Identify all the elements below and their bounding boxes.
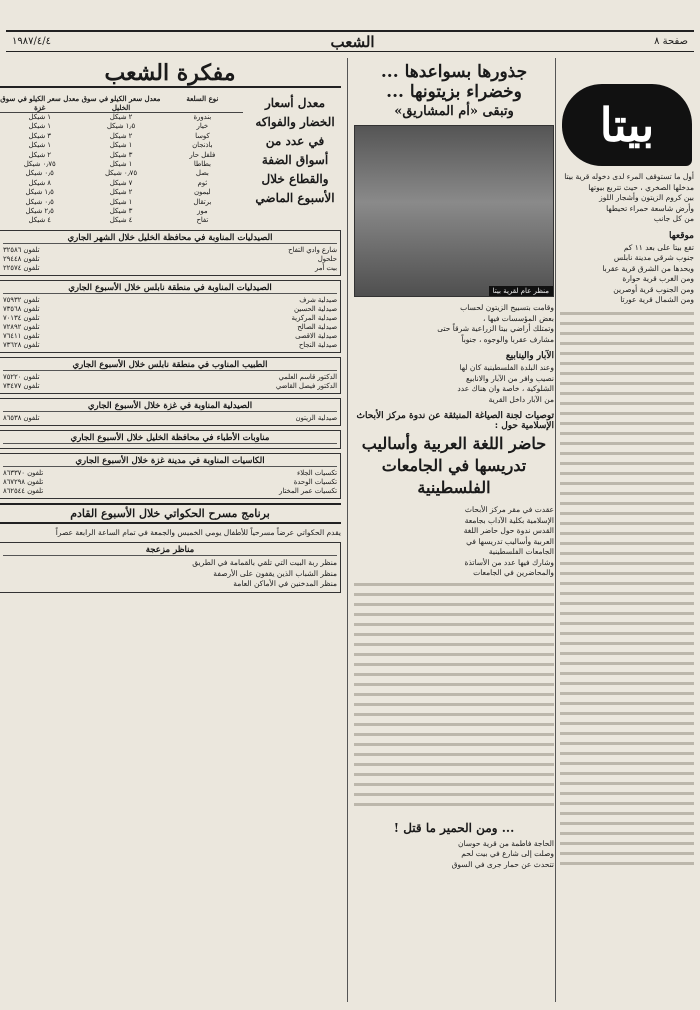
prices-col-header: معدل سعر الكيلو في سوق غزة <box>0 94 80 112</box>
body-line: تتحدث عن حمار جرى في السوق <box>451 859 554 869</box>
doctors-hebron-title: مناوبات الأطباء في محافظة الخليل خلال الأسبوع الجاري <box>3 433 337 444</box>
pharmacy-row-name: شارع وادي التفاح <box>288 245 337 254</box>
doctor-row-phone: تلفون ٧٣٤٧٧ <box>3 381 40 390</box>
prices-cell: ٠٫٧٥ شيكل <box>23 160 56 169</box>
body-line: الجامعات الفلسطينية <box>488 547 554 556</box>
prices-cell: فلفل حار <box>189 150 216 159</box>
notebook-column <box>0 58 348 1002</box>
body-line: القدس ندوة حول حاضر اللغة <box>463 526 554 535</box>
pharmacy-gaza-title: الصيدلية المناوبة في غزة خلال الأسبوع الجاري <box>3 401 337 412</box>
location-line: ويحدها من الشرق قرية عقربا <box>602 263 694 273</box>
prices-cell: ١ شيكل <box>109 160 133 169</box>
prices-cell: بصل <box>195 169 209 178</box>
pharmacy-row-name: بيت أمر <box>314 263 337 272</box>
pharmacy-row-phone: تلفون ٢٩٤٤٨ <box>3 254 40 263</box>
institute-headline: حاضر اللغة العربية وأساليب تدريسها في الجامعات الفلسطينية <box>361 434 547 497</box>
prices-row <box>0 198 243 207</box>
theatre-title: برنامج مسرح الحكواتي خلال الأسبوع القادم <box>0 503 341 524</box>
pharmacy-row-name: صيدلية الزيتون <box>295 413 337 422</box>
pharmacy-row-phone: تلفون ٧٣٦٢٨ <box>3 340 40 349</box>
pharmacy-row <box>3 264 337 273</box>
prices-cell: ٠٫٧٥ شيكل <box>105 169 137 178</box>
donkeys-body <box>354 839 554 871</box>
prices-block <box>0 94 341 226</box>
prices-header-row <box>0 94 243 113</box>
pharmacy-row-phone: تلفون ٧٠١٣٤ <box>3 313 40 322</box>
doctor-row <box>3 373 337 382</box>
doctor-row-phone: تلفون ٧٥٢٢٠ <box>3 372 40 381</box>
body-line: الشلوكية ، خاصة وان هناك عدد <box>457 384 554 393</box>
body-line: مشارف عقربا والوجوه ، جنوباً <box>461 334 554 344</box>
prices-table <box>0 94 243 226</box>
prices-cell: ١ شيكل <box>109 197 133 206</box>
body-line: عقدت في مقر مركز الأبحاث <box>464 505 554 514</box>
prices-cell: ٣ شيكل <box>28 131 51 140</box>
pharmacy-row-name: صيدلية الصالح <box>297 322 337 331</box>
pharmacy-row <box>3 305 337 314</box>
taxi-list <box>3 469 337 496</box>
prices-cell: كوسا <box>195 131 210 140</box>
taxi-row <box>3 487 337 496</box>
issue-date: ١٩٨٧/٤/٤ <box>12 36 51 47</box>
prices-row <box>0 179 243 188</box>
location-line: ومن الغرب قرية حوارة <box>622 274 694 283</box>
prices-cell: ٤ شيكل <box>109 216 133 225</box>
prices-cell: ٣ شيكل <box>109 207 133 216</box>
mixed-item: منظر المدخنين في الأماكن العامة <box>233 579 337 589</box>
taxi-row-name: تكسيات الوحدة <box>293 477 337 486</box>
pharmacy-hebron-list <box>3 246 337 273</box>
body-line: الحاجة فاطمة من قرية حوسان <box>457 838 554 848</box>
prices-row <box>0 132 243 141</box>
center-column <box>354 58 554 1002</box>
water-body <box>354 363 554 405</box>
doctor-row-name: الدكتور فيصل القاضي <box>275 381 337 390</box>
prices-cell: ٨ شيكل <box>28 178 51 187</box>
prices-cell: ١ شيكل <box>28 122 51 131</box>
prices-row <box>0 207 243 216</box>
body-line: نصيب وافر من الآبار والانابيع <box>466 373 554 383</box>
prices-cell: ١ شيكل <box>109 141 133 150</box>
masthead <box>6 30 694 52</box>
pharmacy-row-name: صيدلية النجاح <box>298 340 337 349</box>
prices-cell: ٧ شيكل <box>109 178 133 187</box>
prices-cell: بطاطا <box>193 160 211 169</box>
taxi-row-phone: تلفون ٨٦٢٥٤٤ <box>3 486 44 495</box>
pharmacy-row <box>3 296 337 305</box>
prices-row <box>0 169 243 178</box>
institute-body <box>354 505 554 579</box>
pharmacy-nablus-box <box>0 280 341 353</box>
village-photo <box>354 125 554 297</box>
prices-cell: ١ شيكل <box>28 113 51 121</box>
pharmacy-gaza-box <box>0 398 341 426</box>
intro-line: بين كروم الزيتون وأشجار اللوز <box>599 193 694 202</box>
body-line: والمحاضرين في الجامعات <box>473 568 554 577</box>
beita-feature-column <box>555 58 694 1002</box>
pharmacy-hebron-title: الصيدليات المناوبة في محافظة الخليل خلال الشهر الجاري <box>3 233 337 244</box>
prices-cell: تفاح <box>196 216 209 225</box>
body-line: العربية وأساليب تدريسها في <box>466 536 554 546</box>
photo-caption: منظر عام لقرية بيتا <box>489 286 553 296</box>
taxi-row-phone: تلفون ٨٦٣٣٧٠ <box>3 468 44 477</box>
prices-cell: ٠٫٥ شيكل <box>25 169 54 178</box>
mixed-list <box>3 558 337 590</box>
notebook-brand: مفكرة الشعب <box>0 60 341 88</box>
prices-cell: بندورة <box>193 113 212 121</box>
prices-row <box>0 113 243 122</box>
prices-cell: ١ شيكل <box>28 141 51 150</box>
prices-row <box>0 216 243 225</box>
location-heading: موقعها <box>668 230 694 241</box>
beita-headline: جذورها بسواعدها ... وخضراء بزيتونها ... <box>380 62 528 102</box>
prices-cell: ٢ شيكل <box>109 113 133 121</box>
taxi-row-name: تكسيات الجلاء <box>297 468 337 477</box>
prices-cell: ١٫٥ شيكل <box>106 122 136 131</box>
prices-col-header: نوع السلعة <box>162 94 243 113</box>
pharmacy-row-phone: تلفون ٧٥٩٣٢ <box>3 295 40 304</box>
prices-cell: برتقال <box>193 197 212 206</box>
prices-cell: ليمون <box>194 188 211 197</box>
prices-cell: ٠٫٥ شيكل <box>25 197 54 206</box>
prices-cell: خيار <box>196 122 209 131</box>
taxi-row-phone: تلفون ٨٦٧٢٩٨ <box>3 477 44 486</box>
taxi-row <box>3 469 337 478</box>
body-text-filler <box>354 583 554 813</box>
pharmacy-row-name: صيدلية الحسين <box>294 304 337 313</box>
body-line: بعض المؤسسات فيها ، <box>483 313 554 323</box>
prices-cell: موز <box>197 207 208 216</box>
page-label: صفحة ٨ <box>654 36 688 47</box>
location-line: ومن الشمال قرية عورتا <box>620 295 694 304</box>
body-text-filler <box>560 312 694 872</box>
doctors-hebron-box <box>0 430 341 449</box>
body-line: وقامت بتسييج الزيتون لحساب <box>460 303 554 312</box>
beita-body <box>354 303 554 345</box>
doctors-title: الطبيب المناوب في منطقة نابلس خلال الأسبوع الجاري <box>3 360 337 371</box>
doctors-list <box>3 373 337 391</box>
prices-cell: ٤ شيكل <box>28 216 51 225</box>
pharmacy-row <box>3 341 337 350</box>
beita-tag: بيتا <box>562 84 692 166</box>
taxi-title: الكاسيات المناوبة في مدينة غزة خلال الأسبوع الجاري <box>3 456 337 467</box>
prices-col-header: معدل سعر الكيلو في سوق الخليل <box>81 94 161 112</box>
pharmacy-row-phone: تلفون ٨٦٥٣٨ <box>3 413 40 422</box>
prices-row <box>0 188 243 197</box>
institute-kicker: توصيات لجنة الصياغة المنبثقة عن ندوة مركز الأبحاث الإسلامية حول : <box>356 411 554 431</box>
doctor-row <box>3 382 337 391</box>
pharmacy-row <box>3 314 337 323</box>
pharmacy-row <box>3 246 337 255</box>
pharmacy-row <box>3 332 337 341</box>
prices-title-box <box>249 94 341 226</box>
pharmacy-row-phone: تلفون ٢٢٥٧٤ <box>3 263 40 272</box>
theatre-text: يقدم الحكواتي عرضاً مسرحياً للأطفال يومي الخميس والجمعة في تمام الساعة الرابعة عصراً <box>55 527 341 537</box>
prices-title: معدل أسعار الخضار والفواكه في عدد من أسواق الضفة والقطاع خلال الأسبوع الماضي <box>255 96 335 205</box>
prices-cell: باذنجان <box>192 141 213 150</box>
pharmacy-row <box>3 255 337 264</box>
pharmacy-row <box>3 414 337 423</box>
taxi-box <box>0 453 341 499</box>
body-line: من الآبار داخل القرية <box>488 394 554 404</box>
pharmacy-gaza-list <box>3 414 337 423</box>
body-line: وصلت إلى شارع في بيت لحم <box>461 849 554 858</box>
location-line: تقع بيتا على بعد ١١ كم <box>623 242 694 252</box>
pharmacy-row-name: حلحول <box>317 254 337 263</box>
mixed-title: مناظر مزعجة <box>3 545 337 556</box>
prices-cell: ٢ شيكل <box>109 188 133 197</box>
doctors-box <box>0 357 341 394</box>
taxi-row <box>3 478 337 487</box>
prices-row <box>0 122 243 131</box>
prices-cell: ٢ شيكل <box>28 150 51 159</box>
pharmacy-row-name: صيدلية المركزية <box>291 313 337 322</box>
location-text <box>560 243 694 306</box>
pharmacy-nablus-list <box>3 296 337 350</box>
pharmacy-row <box>3 323 337 332</box>
water-heading: الآبار والينابيع <box>505 351 554 361</box>
pharmacy-row-name: صيدلية الاقصى <box>295 331 337 340</box>
prices-cell: ٢ شيكل <box>109 131 133 140</box>
prices-body <box>0 113 243 226</box>
pharmacy-row-phone: تلفون ٧٦٤١١ <box>3 331 40 340</box>
donkeys-headline: ... ومن الحمير ما قتل ! <box>393 820 515 835</box>
prices-cell: ٢٫٥ شيكل <box>25 207 54 216</box>
intro-line: أول ما تستوقف المرء لدى دخوله قرية بيتا <box>564 172 694 181</box>
prices-cell: ٣ شيكل <box>109 150 133 159</box>
prices-cell: ثوم <box>197 178 208 187</box>
body-line: وشارك فيها عدد من الأساتذة <box>464 557 554 567</box>
pharmacy-hebron-box <box>0 230 341 276</box>
pharmacy-row-phone: تلفون ٧٣٥٦٨ <box>3 304 40 313</box>
beita-intro <box>560 172 694 225</box>
body-line: وتمتلك أراضي بيتا الزراعية شرقاً حتى <box>437 324 554 333</box>
pharmacy-nablus-title: الصيدليات المناوبة في منطقة نابلس خلال الأسبوع الجاري <box>3 283 337 294</box>
intro-line: مدخلها الصخري ، حيث تتربع بيوتها <box>588 182 694 192</box>
pharmacy-row-phone: تلفون ٣٢٥٨٦ <box>3 245 40 254</box>
pharmacy-row-name: صيدلية شرف <box>299 295 337 304</box>
paper-logo: الشعب <box>330 32 375 51</box>
mixed-item: منظر ربة البيت التي تلقي بالقمامة في الطريق <box>192 558 337 568</box>
intro-line: وأرض شاسعة حمراء تحيطها <box>606 203 694 213</box>
doctor-row-name: الدكتور قاسم العلمي <box>278 372 337 381</box>
location-line: ومن الجنوب قرية أوصرين <box>613 284 694 294</box>
taxi-row-name: تكسيات عمر المختار <box>279 486 337 495</box>
pharmacy-row-phone: تلفون ٧٢٨٩٢ <box>3 322 40 331</box>
intro-line: من كل جانب <box>653 214 694 223</box>
body-line: الإسلامية بكلية الآداب بجامعة <box>464 515 554 525</box>
prices-row <box>0 141 243 150</box>
location-line: جنوب شرقي مدينة نابلس <box>613 253 694 262</box>
mixed-box <box>0 542 341 593</box>
prices-cell: ١٫٥ شيكل <box>25 188 54 197</box>
beita-subheadline: وتبقى «أم المشاريق» <box>394 104 514 119</box>
prices-row <box>0 151 243 160</box>
mixed-item: منظر الشباب الذين يقفون على الأرصفة <box>213 568 337 578</box>
body-line: وعند البلدة الفلسطينية كان لها <box>459 363 554 372</box>
prices-row <box>0 160 243 169</box>
